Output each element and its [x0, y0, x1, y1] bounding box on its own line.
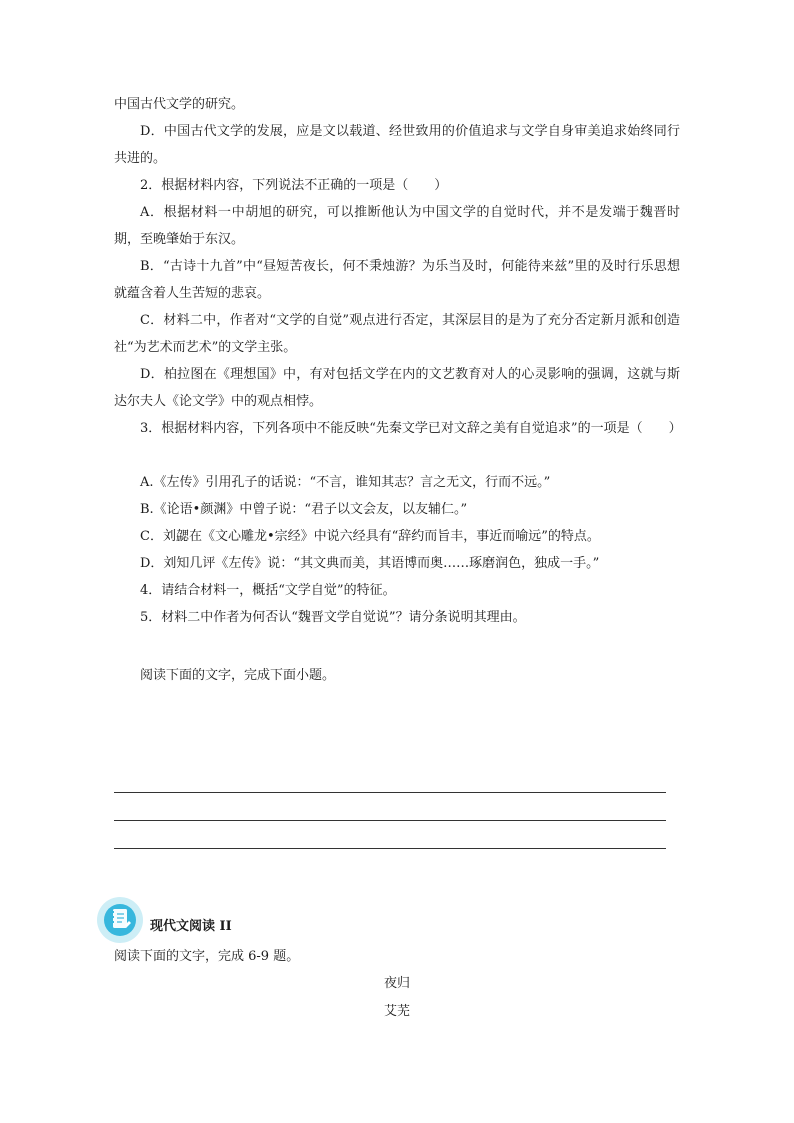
question-5: 5．材料二中作者为何否认“魏晋文学自觉说”？请分条说明其理由。	[140, 610, 526, 625]
section-instruction: 阅读下面的文字，完成 6-9 题。	[114, 949, 300, 964]
answer-line	[114, 792, 666, 793]
option-3d: D．刘知几评《左传》说：“其文典而美，其语博而奥……琢磨润色，独成一手。”	[140, 556, 600, 571]
option-3b: B.《论语•颜渊》中曾子说：“君子以文会友，以友辅仁。”	[140, 502, 468, 517]
answer-line	[114, 820, 666, 821]
section-title: 现代文阅读 II	[150, 919, 232, 934]
option-1d: D．中国古代文学的发展，应是文以载道、经世致用的价值追求与文学自身审美追求始终同行共进的。	[114, 124, 680, 166]
question-3: 3．根据材料内容，下列各项中不能反映“先秦文学已对文辞之美有自觉追求”的一项是（ ）	[140, 421, 682, 436]
option-2c: C．材料二中，作者对“文学的自觉”观点进行否定，其深层目的是为了充分否定新月派和创造社“为艺术而艺术”的文学主张。	[114, 313, 680, 355]
option-2d: D．柏拉图在《理想国》中，有对包括文学在内的文艺教育对人的心灵影响的强调，这就与斯达尔夫人《论文学》中的观点相悖。	[114, 367, 680, 409]
answer-line	[114, 848, 666, 849]
option-2b: B．“古诗十九首”中“昼短苦夜长，何不秉烛游？为乐当及时，何能待来兹”里的及时行乐思想就蕴含着人生苦短的悲哀。	[114, 259, 680, 301]
paragraph-continuation: 中国古代文学的研究。	[114, 97, 245, 112]
reading-instruction: 阅读下面的文字，完成下面小题。	[140, 668, 336, 683]
option-2a: A．根据材料一中胡旭的研究，可以推断他认为中国文学的自觉时代，并不是发端于魏晋时期，至晚肇始于东汉。	[114, 205, 680, 247]
question-4: 4．请结合材料一，概括“文学自觉”的特征。	[140, 583, 396, 598]
poem-title: 夜归	[383, 976, 410, 991]
option-3c: C．刘勰在《文心雕龙•宗经》中说六经具有“辞约而旨丰，事近而喻远”的特点。	[140, 529, 600, 544]
notebook-icon	[97, 897, 143, 943]
option-3a: A.《左传》引用孔子的话说：“不言，谁知其志？言之无文，行而不远。”	[140, 475, 551, 490]
question-2: 2．根据材料内容，下列说法不正确的一项是（ ）	[140, 178, 448, 193]
poem-author: 艾芜	[383, 1004, 410, 1019]
